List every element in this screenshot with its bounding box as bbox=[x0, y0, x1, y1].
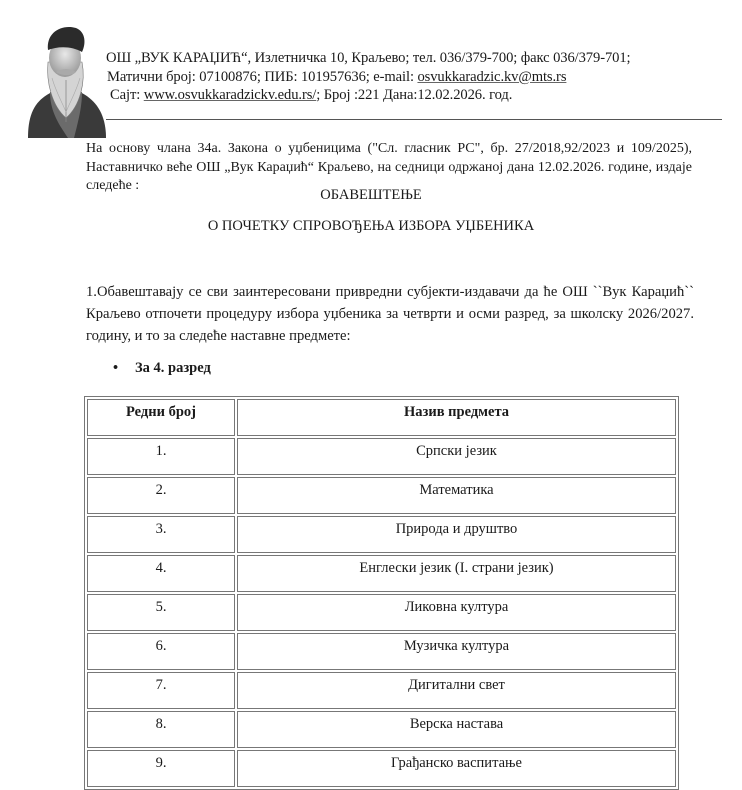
cell-ordinal: 1. bbox=[87, 438, 235, 475]
cell-ordinal: 3. bbox=[87, 516, 235, 553]
portrait-vuk-karadzic bbox=[22, 22, 108, 138]
cell-subject: Математика bbox=[237, 477, 676, 514]
table-row bbox=[87, 594, 676, 631]
cell-subject: Грађанско васпитање bbox=[237, 750, 676, 787]
cell-subject: Природа и друштво bbox=[237, 516, 676, 553]
table-header-row bbox=[87, 399, 676, 436]
letterhead bbox=[106, 49, 631, 105]
document-number-date: ; Број :221 Дана:12.02.2026. год. bbox=[316, 87, 513, 103]
table-row bbox=[87, 672, 676, 709]
letterhead-line-1: ОШ „ВУК КАРАЏИЋ“, Излетничка 10, Краљево; тел. 036/379-700; факс 036/379-701; bbox=[106, 50, 631, 66]
document-subtitle: О ПОЧЕТКУ СПРОВОЂЕЊА ИЗБОРА УЏБЕНИКА bbox=[207, 218, 535, 234]
intro-paragraph: На основу члана 34а. Закона о уџбеницима ("Сл. гласник РС", бр. 27/2018,92/2023 и 109/2025), Наставничко веће ОШ „Вук Караџић“ Краљево, на седници одржаној дана 12.02.2026. године, издаје следеће : bbox=[86, 141, 692, 193]
cell-ordinal: 6. bbox=[87, 633, 235, 670]
cell-subject: Енглески језик (I. страни језик) bbox=[237, 555, 676, 592]
cell-ordinal: 8. bbox=[87, 711, 235, 748]
cell-subject: Српски језик bbox=[237, 438, 676, 475]
website-link[interactable]: www.osvukkaradzickv.edu.rs/ bbox=[143, 87, 317, 103]
document-title: ОБАВЕШТЕЊЕ bbox=[320, 187, 422, 203]
cell-ordinal: 2. bbox=[87, 477, 235, 514]
cell-ordinal: 5. bbox=[87, 594, 235, 631]
cell-ordinal: 4. bbox=[87, 555, 235, 592]
cell-subject: Дигитални свет bbox=[237, 672, 676, 709]
cell-subject: Верска настава bbox=[237, 711, 676, 748]
cell-ordinal: 9. bbox=[87, 750, 235, 787]
letterhead-line-2 bbox=[106, 68, 631, 87]
header-ordinal: Редни број bbox=[87, 399, 235, 436]
notice-paragraph bbox=[86, 281, 694, 347]
header-subject: Назив предмета bbox=[237, 399, 676, 436]
notice-text: 1.Обавештавају се сви заинтересовани привредни субјекти-издавачи да ће ОШ ``Вук Караџић`` Краљево отпочети процедуру избора уџбеника за четврти и осми разред, за школску 2026/2027. годину, и то за следеће наставне предмете: bbox=[86, 284, 694, 344]
letterhead-divider bbox=[106, 119, 722, 120]
bullet-label: За 4. разред bbox=[135, 360, 211, 376]
table-row bbox=[87, 555, 676, 592]
cell-ordinal: 7. bbox=[87, 672, 235, 709]
letterhead-line-3 bbox=[106, 86, 631, 105]
table-row bbox=[87, 711, 676, 748]
table-row bbox=[87, 477, 676, 514]
table-row bbox=[87, 516, 676, 553]
cell-subject: Музичка култура bbox=[237, 633, 676, 670]
bullet-icon: • bbox=[113, 360, 119, 376]
table-row bbox=[87, 438, 676, 475]
registry-info: Матични број: 07100876; ПИБ: 101957636; e-mail: bbox=[107, 68, 418, 85]
table-row bbox=[87, 633, 676, 670]
grade-bullet bbox=[113, 360, 211, 377]
cell-subject: Ликовна култура bbox=[237, 594, 676, 631]
subjects-table bbox=[84, 396, 679, 790]
table-row bbox=[87, 750, 676, 787]
email-link[interactable]: osvukkaradzic.kv@mts.rs bbox=[417, 68, 567, 85]
site-label: Сајт: bbox=[110, 87, 144, 103]
